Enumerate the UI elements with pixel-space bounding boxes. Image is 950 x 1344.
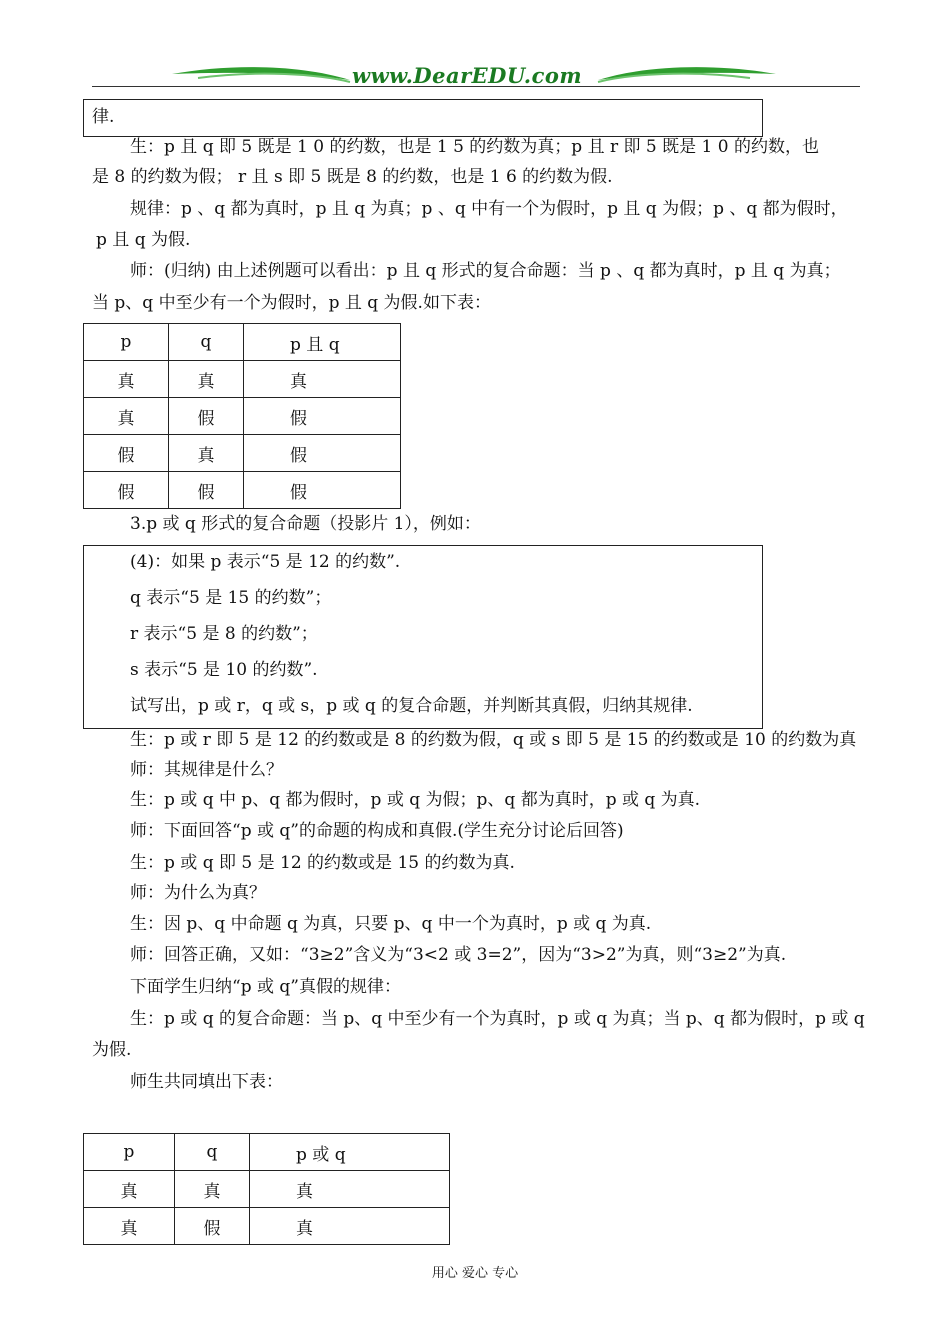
table-cell: 真 [84,1171,175,1208]
table-cell: 假 [169,398,244,435]
table-header-cell: p 且 q [244,324,401,361]
example-line: 试写出，p 或 r，q 或 s，p 或 q 的复合命题，并判断其真假，归纳其规律. [130,696,693,716]
paragraph-line: p 且 q 为假. [96,230,191,250]
table-cell: 假 [84,435,169,472]
section-intro: 3.p 或 q 形式的复合命题（投影片 1），例如： [130,514,481,534]
table-cell: 真 [84,398,169,435]
table-header-cell: p [84,1134,175,1171]
table-header-cell: p 或 q [250,1134,450,1171]
table-row [84,398,401,435]
table-row [84,1171,450,1208]
truth-table-and [83,323,401,509]
table-header-cell: q [169,324,244,361]
table-header-cell: p [84,324,169,361]
table-cell: 真 [250,1208,450,1245]
content-box-top [83,99,763,137]
table-row [84,1208,450,1245]
table-header-row [84,1134,450,1171]
paragraph-line: 师：下面回答“p 或 q”的命题的构成和真假.(学生充分讨论后回答) [130,821,624,841]
table-header-row [84,324,401,361]
table-cell: 假 [244,398,401,435]
paragraph-line: 为假. [92,1040,132,1060]
paragraph-line: 是 8 的约数为假； r 且 s 即 5 既是 8 的约数，也是 1 6 的约数为假. [92,167,613,187]
table-cell: 真 [175,1171,250,1208]
paragraph-line: 师生共同填出下表： [130,1072,283,1092]
table-cell: 假 [244,472,401,509]
example-line: q 表示“5 是 15 的约数”； [130,588,332,608]
box-top-text: 律. [92,107,115,127]
table-cell: 真 [250,1171,450,1208]
table-cell: 真 [169,435,244,472]
paragraph-line: 生：p 或 q 即 5 是 12 的约数或是 15 的约数为真. [130,853,515,873]
table-cell: 假 [169,472,244,509]
paragraph-line: 生：因 p、q 中命题 q 为真，只要 p、q 中一个为真时，p 或 q 为真. [130,914,652,934]
paragraph-line: 生：p 或 q 的复合命题：当 p、q 中至少有一个为真时，p 或 q 为真；当 p、q 都为假时，p 或 q [130,1009,865,1029]
example-line: s 表示“5 是 10 的约数”. [130,660,318,680]
paragraph-line: 师：为什么为真？ [130,883,266,903]
table-cell: 假 [175,1208,250,1245]
page-footer: 用心 爱心 专心 [431,1266,519,1281]
table-cell: 真 [244,361,401,398]
paragraph-line: 生：p 或 q 中 p、q 都为假时，p 或 q 为假；p、q 都为真时，p 或 q 为真. [130,790,701,810]
table-header-cell: q [175,1134,250,1171]
paragraph-line: 生：p 且 q 即 5 既是 1 0 的约数，也是 1 5 的约数为真；p 且 r 即 5 既是 1 0 的约数，也 [130,137,819,157]
table-cell: 真 [84,1208,175,1245]
example-line: (4)：如果 p 表示“5 是 12 的约数”. [130,552,401,572]
table-row [84,361,401,398]
paragraph-line: 师：(归纳) 由上述例题可以看出：p 且 q 形式的复合命题：当 p 、q 都为真时，p 且 q 为真； [130,261,841,281]
paragraph-line: 师：其规律是什么？ [130,760,283,780]
site-logo-text: www.DearEDU.com [352,63,583,88]
paragraph-line: 生：p 或 r 即 5 是 12 的约数或是 8 的约数为假，q 或 s 即 5 是 15 的约数或是 10 的约数为真 [130,730,857,750]
table-cell: 真 [84,361,169,398]
paragraph-line: 当 p、q 中至少有一个为假时，p 且 q 为假.如下表： [92,293,491,313]
truth-table-or [83,1133,450,1245]
table-cell: 假 [84,472,169,509]
table-row [84,472,401,509]
table-cell: 假 [244,435,401,472]
paragraph-line: 规律：p 、q 都为真时，p 且 q 为真；p 、q 中有一个为假时，p 且 q 为假；p 、q 都为假时， [130,199,848,219]
table-row [84,435,401,472]
example-box [83,545,763,729]
header-divider [92,86,860,87]
example-line: r 表示“5 是 8 的约数”； [130,624,318,644]
paragraph-line: 下面学生归纳“p 或 q”真假的规律： [130,977,401,997]
table-cell: 真 [169,361,244,398]
paragraph-line: 师：回答正确，又如：“3≥2”含义为“3<2 或 3=2”，因为“3>2”为真，则“3≥2”为真. [130,945,787,965]
